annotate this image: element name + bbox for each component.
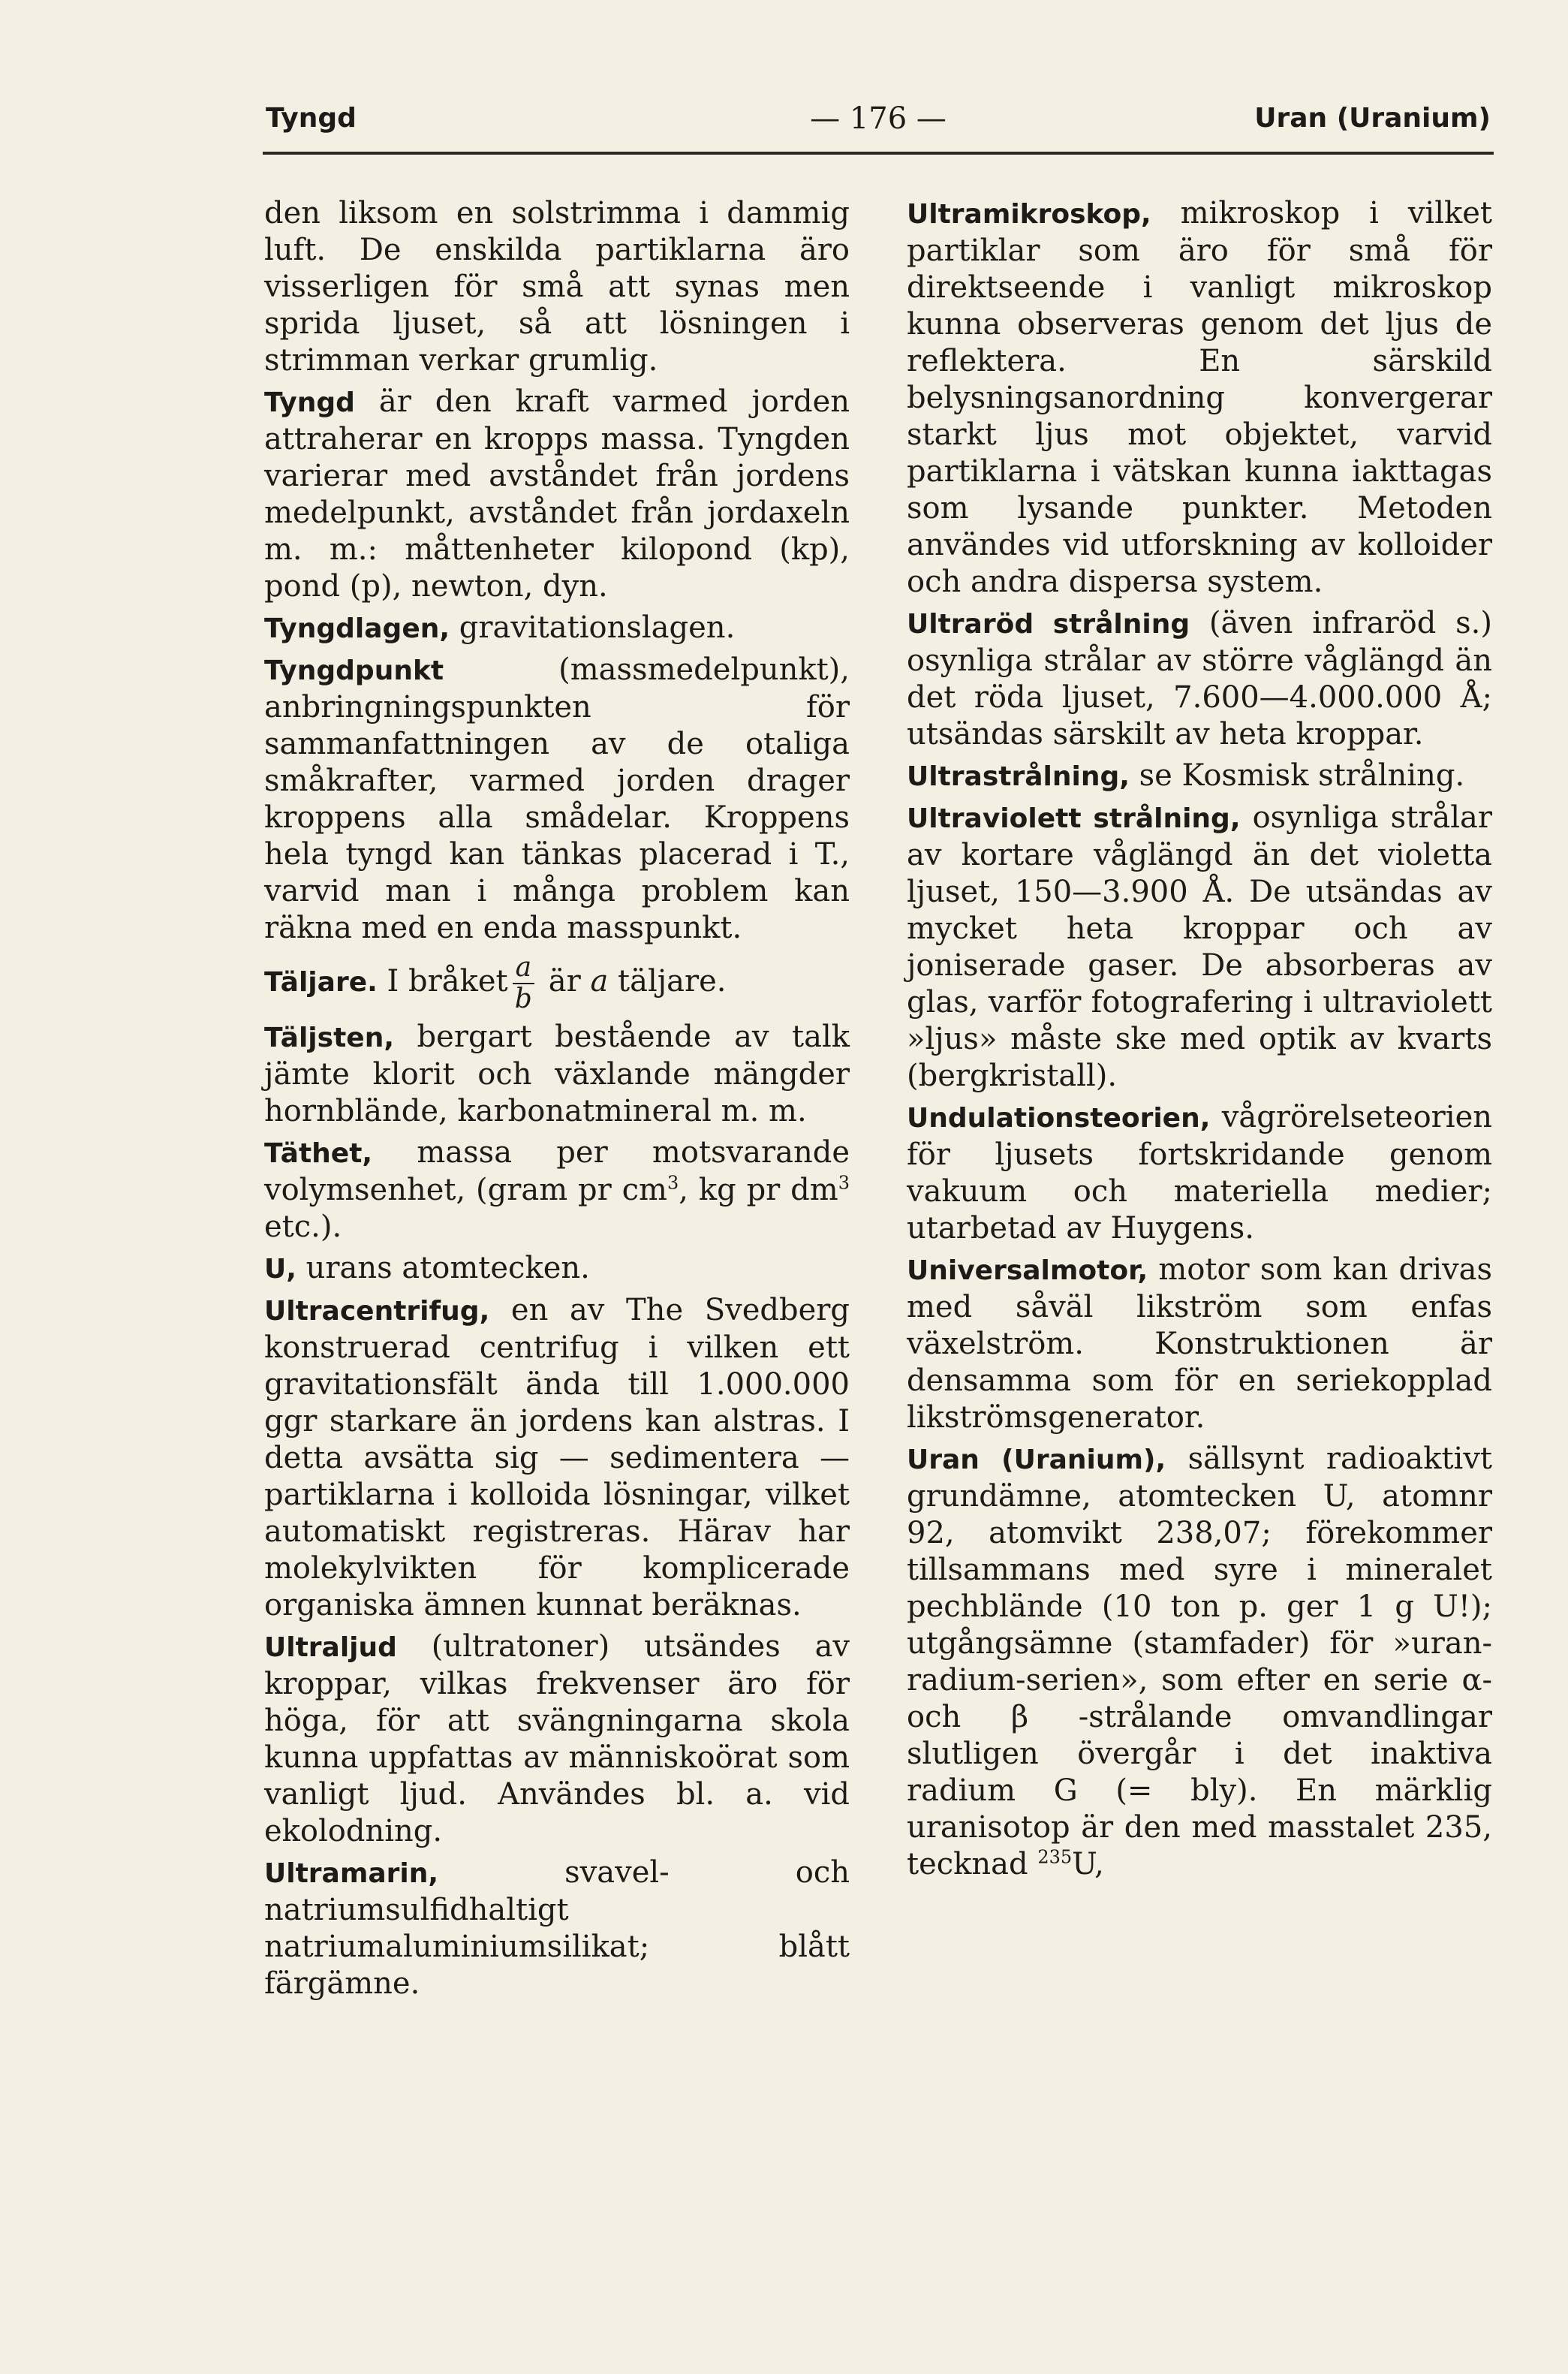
entry-headword: Ultrastrålning, bbox=[907, 761, 1130, 792]
entry-undulationsteorien bbox=[907, 1099, 1492, 1247]
left-column bbox=[264, 195, 850, 2007]
entry-ultramarin bbox=[264, 1854, 850, 2002]
entry-u bbox=[264, 1250, 850, 1288]
entry-text: är bbox=[548, 964, 581, 999]
right-column bbox=[907, 195, 1492, 1887]
entry-universalmotor bbox=[907, 1252, 1492, 1436]
superscript: 235 bbox=[1037, 1846, 1073, 1868]
header-left-keyword: Tyngd bbox=[266, 103, 357, 134]
entry-text: motor som kan drivas med såväl likström som enfas växelström. Konstruktionen är densamma som för en seriekopplad likströmsgenerator. bbox=[907, 1252, 1493, 1435]
entry-continuation bbox=[264, 195, 850, 379]
entry-text: en av The Svedberg konstruerad centrifug i vilken ett gravitationsfält ända till 1.000.000 ggr starkare än jordens kan alstras. I detta avsätta sig — sedimentera — partiklarna i kolloida lösningar, vilket automatiskt registreras. Härav har molekylvikten för komplicerade organiska ämnen kunnat beräknas. bbox=[264, 1293, 850, 1622]
entry-text: osynliga strålar av kortare våglängd än det violetta ljuset, 150—3.900 Å. De utsändas av mycket heta kroppar och av joniserade gaser. De absorberas av glas, varför fotografering i ultraviolett »ljus» måste ske med optik av kvarts (bergkristall). bbox=[907, 800, 1492, 1093]
entry-headword: Tyngd bbox=[264, 387, 355, 418]
entry-headword: Täthet, bbox=[264, 1138, 373, 1169]
entry-text: , kg pr dm bbox=[679, 1173, 838, 1207]
entry-headword: Ultracentrifug, bbox=[264, 1296, 490, 1327]
entry-tathet bbox=[264, 1134, 850, 1246]
entry-headword: U, bbox=[264, 1254, 296, 1285]
entry-text: vågrörelseteorien för ljusets fortskridande genom vakuum och materiella medier; utarbetad av Huygens. bbox=[907, 1100, 1492, 1246]
entry-text: (även infraröd s.) osynliga strålar av större våglängd än det röda ljuset, 7.600—4.000.000 Å; utsändas särskilt av heta kroppar. bbox=[907, 606, 1492, 752]
entry-tyngdlagen bbox=[264, 610, 850, 647]
entry-text: I bråket bbox=[387, 964, 508, 999]
header-right-keyword: Uran (Uranium) bbox=[1254, 103, 1491, 134]
entry-headword: Täljsten, bbox=[264, 1023, 395, 1053]
entry-ultrastralning bbox=[907, 758, 1492, 795]
entry-headword: Täljare. bbox=[264, 967, 378, 998]
variable: a bbox=[590, 964, 609, 999]
page-number: — 176 — bbox=[810, 101, 947, 136]
entry-headword: Ultramikroskop, bbox=[907, 199, 1151, 230]
running-header bbox=[266, 96, 1491, 141]
entry-headword: Tyngdlagen, bbox=[264, 613, 450, 644]
entry-headword: Ultraviolett strålning, bbox=[907, 803, 1241, 834]
entry-text: den liksom en solstrimma i dammig luft. De enskilda partiklarna äro visserligen för små att synas men sprida ljuset, så att lösningen i strimman verkar grumlig. bbox=[264, 196, 850, 378]
entry-ultracentrifug bbox=[264, 1292, 850, 1624]
entry-text: sällsynt radioaktivt grundämne, atomtecken U, atomnr 92, atomvikt 238,07; förekommer tillsammans med syre i mineralet pechblände (10 ton p. ger 1 g U!); utgångsämne (stamfader) för »uran-radium-serien», som efter en serie α- och β -strålande omvandlingar slutligen övergår i det inaktiva radium G (= bly). En märklig uranisotop är den med masstalet 235, tecknad bbox=[907, 1442, 1493, 1881]
entry-ultramikroskop bbox=[907, 195, 1492, 601]
entry-headword: Universalmotor, bbox=[907, 1255, 1148, 1286]
entry-text: bergart bestående av talk jämte klorit och växlande mängder hornblände, karbonatmineral m. m. bbox=[264, 1020, 850, 1128]
fraction-denominator: b bbox=[514, 984, 532, 1014]
entry-headword: Ultramarin, bbox=[264, 1858, 439, 1889]
entry-text: gravitationslagen. bbox=[459, 610, 736, 645]
entry-text: är den kraft varmed jorden attraherar en kropps massa. Tyngden varierar med avståndet från jordens medelpunkt, avståndet från jordaxeln m. m.: måttenheter kilopond (kp), pond (p), newton, dyn. bbox=[264, 384, 850, 604]
superscript: 3 bbox=[838, 1172, 850, 1194]
entry-text: etc.). bbox=[264, 1210, 342, 1244]
entry-headword: Tyngdpunkt bbox=[264, 655, 444, 686]
header-rule bbox=[263, 152, 1494, 155]
entry-text: se Kosmisk strålning. bbox=[1139, 758, 1465, 793]
entry-text: (massmedelpunkt), anbringningspunkten för sammanfattningen av de otaliga småkrafter, varmed jorden drager kroppens alla smådelar. Kroppens hela tyngd kan tänkas placerad i T., varvid man i många problem kan räkna med en enda masspunkt. bbox=[264, 652, 850, 945]
entry-text: täljare. bbox=[618, 964, 727, 999]
entry-tyngdpunkt bbox=[264, 652, 850, 947]
entry-text: massa per motsvarande volymsenhet, (gram pr cm bbox=[264, 1135, 850, 1207]
entry-text: urans atomtecken. bbox=[305, 1251, 590, 1285]
entry-headword: Ultraröd strålning bbox=[907, 609, 1190, 640]
superscript: 3 bbox=[667, 1172, 679, 1194]
entry-ultraljud bbox=[264, 1628, 850, 1850]
entry-tyngd bbox=[264, 384, 850, 605]
entry-headword: Uran (Uranium), bbox=[907, 1445, 1166, 1475]
entry-text: svavel- och natriumsulfidhaltigt natriumaluminiumsilikat; blått färgämne. bbox=[264, 1855, 850, 2001]
entry-uran bbox=[907, 1441, 1492, 1883]
fraction-numerator: a bbox=[513, 953, 534, 984]
entry-headword: Ultraljud bbox=[264, 1632, 397, 1663]
entry-text: U, bbox=[1072, 1847, 1104, 1881]
entry-text: (ultratoner) utsändes av kroppar, vilkas frekvenser äro för höga, för att svängningarna skola kunna uppfattas av människoörat som vanligt ljud. Användes bl. a. vid ekolodning. bbox=[264, 1629, 850, 1848]
fraction bbox=[513, 953, 534, 1014]
entry-ultraviolett-stralning bbox=[907, 800, 1492, 1095]
entry-taljsten bbox=[264, 1019, 850, 1130]
entry-taljare bbox=[264, 953, 850, 1014]
entry-ultrarod-stralning bbox=[907, 605, 1492, 753]
entry-text: mikroskop i vilket partiklar som äro för små för direktseende i vanligt mikroskop kunna observeras genom det ljus de reflektera. En särskild belysningsanordning konvergerar starkt ljus mot objektet, varvid partiklarna i vätskan kunna iakttagas som lysande punkter. Metoden användes vid utforskning av kolloider och andra dispersa system. bbox=[907, 196, 1493, 599]
entry-headword: Undulationsteorien, bbox=[907, 1103, 1211, 1134]
